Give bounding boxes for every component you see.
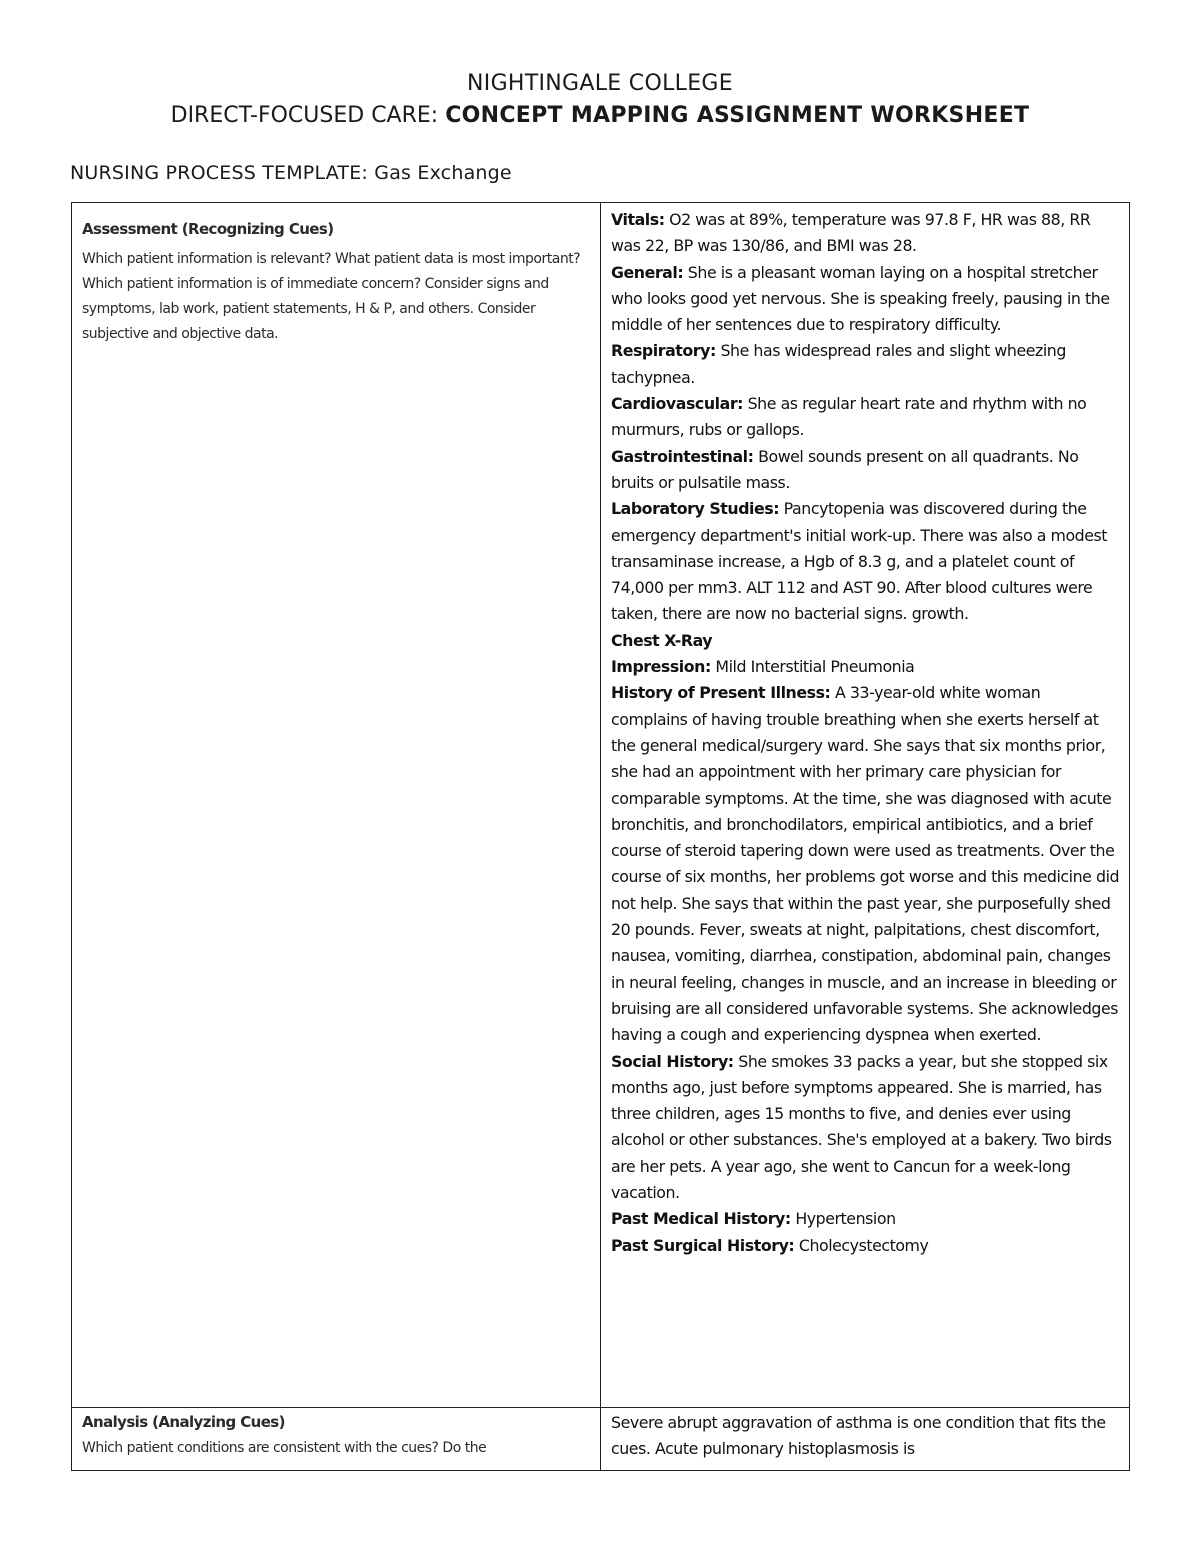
analysis-prompt-cell <box>72 1408 601 1471</box>
assessment-entry <box>611 496 1121 627</box>
entry-text: She has widespread rales and slight wheezing tachypnea. <box>611 341 1066 387</box>
assessment-entry <box>611 1233 1121 1259</box>
worksheet-title-bold: CONCEPT MAPPING ASSIGNMENT WORKSHEET <box>445 103 1030 128</box>
entry-label: Vitals: <box>611 210 665 229</box>
entry-text: She smokes 33 packs a year, but she stopped six months ago, just before symptoms appeared. She is married, has three children, ages 15 months to five, and denies ever using alcohol or other substances. She's employed at a bakery. Two birds are her pets. A year ago, she went to Cancun for a week-long vacation. <box>611 1051 1112 1202</box>
assessment-prompt: Which patient information is relevant? What patient data is most important? Which patient information is of immediate concern? Consider signs and symptoms, lab work, patient statements, H & P, and others. Consider subjective and objective data. <box>82 251 581 342</box>
assessment-prompt-cell <box>72 203 601 1408</box>
analysis-response: Severe abrupt aggravation of asthma is one condition that fits the cues. Acute pulmonary histoplasmosis is <box>611 1413 1106 1459</box>
entry-text: Bowel sounds present on all quadrants. No bruits or pulsatile mass. <box>611 446 1079 492</box>
analysis-title: Analysis (Analyzing Cues) <box>82 1413 285 1431</box>
template-line: NURSING PROCESS TEMPLATE: Gas Exchange <box>70 162 512 184</box>
assessment-entry <box>611 1206 1121 1232</box>
entry-label: Past Surgical History: <box>611 1235 795 1255</box>
analysis-response-cell[interactable] <box>601 1408 1130 1471</box>
assessment-entry <box>611 444 1121 497</box>
assessment-entry <box>611 654 1121 680</box>
entry-text: Cholecystectomy <box>794 1235 929 1255</box>
entry-label: Chest X-Ray <box>611 630 713 650</box>
assessment-entry <box>611 260 1121 339</box>
assessment-entry <box>611 338 1121 391</box>
assessment-entry <box>611 628 1121 654</box>
assessment-entry <box>611 391 1121 444</box>
assessment-entry <box>611 1049 1121 1207</box>
entry-label: Cardiovascular: <box>611 394 744 414</box>
entry-label: Laboratory Studies: <box>611 499 780 519</box>
assessment-entry <box>611 207 1121 260</box>
entry-label: Social History: <box>611 1051 734 1071</box>
entry-text: O2 was at 89%, temperature was 97.8 F, HR was 88, RR was 22, BP was 130/86, and BMI was 28. <box>611 210 1091 256</box>
analysis-prompt: Which patient conditions are consistent with the cues? Do the <box>82 1440 487 1456</box>
entry-label: History of Present Illness: <box>611 683 831 703</box>
college-name: NIGHTINGALE COLLEGE <box>467 71 733 96</box>
analysis-row <box>72 1408 1130 1471</box>
document-header <box>0 70 1200 130</box>
assessment-row <box>72 203 1130 1408</box>
entry-text: Mild Interstitial Pneumonia <box>710 657 915 677</box>
assessment-title: Assessment (Recognizing Cues) <box>82 220 334 238</box>
entry-text: A 33-year-old white woman complains of having trouble breathing when she exerts herself at the general medical/surgery ward. She says that six months prior, she had an appointment with her primary care physician for comparable symptoms. At the time, she was diagnosed with acute bronchitis, and bronchodilators, empirical antibiotics, and a brief course of steroid tapering down were used as treatments. Over the course of six months, her problems got worse and this medicine did not help. She says that within the past year, she purposefully shed 20 pounds. Fever, sweats at night, palpitations, chest discomfort, nausea, vomiting, diarrhea, constipation, abdominal pain, changes in neural feeling, changes in muscle, and an increase in bleeding or bruising are all considered unfavorable systems. She acknowledges having a cough and experiencing dyspnea when exerted. <box>611 683 1120 1045</box>
worksheet-table <box>71 202 1130 1471</box>
entry-text: Hypertension <box>790 1209 896 1229</box>
entry-label: Gastrointestinal: <box>611 446 754 466</box>
worksheet-title <box>0 102 1200 130</box>
entry-text: She is a pleasant woman laying on a hospital stretcher who looks good yet nervous. She is speaking freely, pausing in the middle of her sentences due to respiratory difficulty. <box>611 262 1110 335</box>
entry-label: Past Medical History: <box>611 1209 791 1229</box>
assessment-entry <box>611 680 1121 1048</box>
entry-label: General: <box>611 262 684 282</box>
entry-label: Respiratory: <box>611 341 716 361</box>
assessment-response-cell[interactable] <box>601 203 1130 1408</box>
entry-text: Pancytopenia was discovered during the emergency department's initial work-up. There was also a modest transaminase increase, a Hgb of 8.3 g, and a platelet count of 74,000 per mm3. ALT 112 and AST 90. After blood cultures were taken, there are now no bacterial signs. growth. <box>611 499 1108 624</box>
worksheet-title-prefix: DIRECT-FOCUSED CARE: <box>170 103 446 128</box>
entry-text: She as regular heart rate and rhythm with no murmurs, rubs or gallops. <box>611 394 1087 440</box>
entry-label: Impression: <box>611 657 711 677</box>
